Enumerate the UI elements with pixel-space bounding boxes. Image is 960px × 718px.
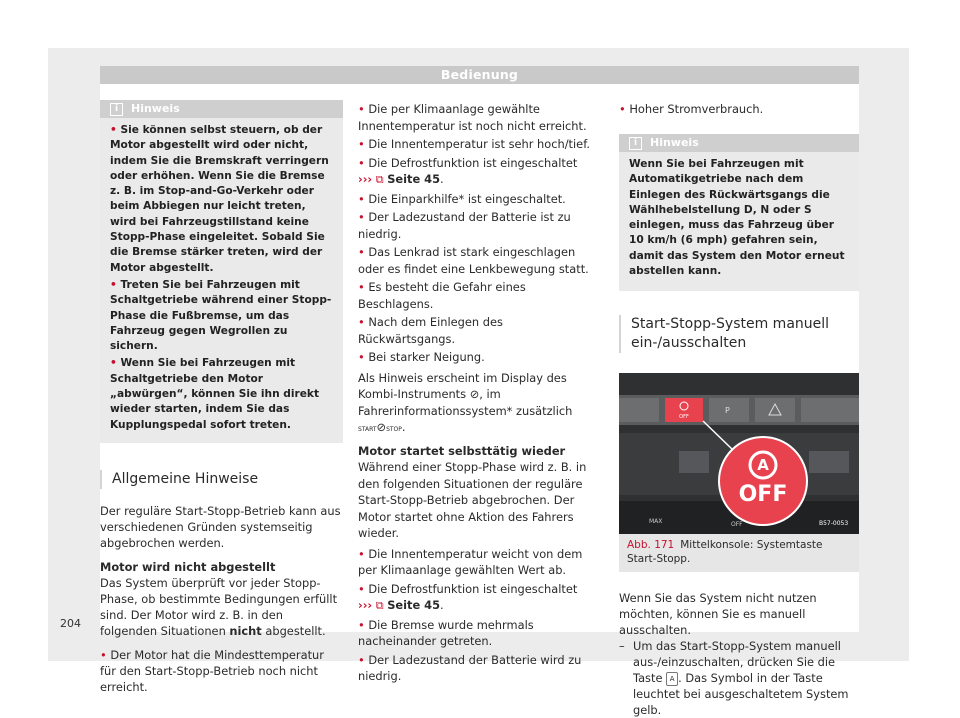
start-stop-key-icon[interactable]: A (666, 672, 678, 686)
page-link-icon: ⧉ (375, 173, 384, 186)
note-item: • Treten Sie bei Fahrzeugen mit Schaltgetriebe während einer Stopp-Phase die Fußbremse, um das Fahrzeug gegen Wegrollen zu sichern. (110, 278, 332, 353)
section-heading-start-stopp (619, 315, 859, 353)
bullet-item: • Die per Klimaanlage gewählte Innentemperatur ist noch nicht erreicht. (358, 102, 587, 133)
zoom-callout (719, 437, 807, 525)
bullet-item: • Die Innentemperatur weicht von dem per Klimaanlage gewählten Wert ab. (358, 546, 583, 577)
note-box (619, 134, 859, 291)
bullet-item: • Die Defrostfunktion ist eingeschaltet ››› ⧉ Seite 45. (358, 581, 578, 612)
caption-text: Mittelkonsole: Systemtaste Start-Stopp. (627, 539, 823, 566)
info-icon: i (110, 103, 123, 116)
svg-text:B57-0053: B57-0053 (819, 520, 849, 528)
parking-icon: P (725, 406, 730, 416)
section-title: Start-Stopp-System manuell ein-/ausschalten (631, 316, 830, 352)
page-header: Bedienung (100, 66, 859, 84)
page-number: 204 (60, 617, 81, 630)
column-1 (100, 100, 343, 695)
instruction-list (619, 638, 859, 718)
note-box (100, 100, 343, 443)
note-text: Wenn Sie bei Fahrzeugen mit Automatikgetriebe nach dem Einlegen des Rückwärtsgangs die Wählhebelstellung D, N oder S einlegen, muss das Fahrzeug über 10 km/h (6 mph) gefahren sein, damit das System den Motor erneut abstellen kann. (629, 158, 845, 278)
note-body (619, 152, 859, 291)
bullet-item: • Der Ladezustand der Batterie wird zu niedrig. (358, 652, 582, 683)
bullet-item: • Die Defrostfunktion ist eingeschaltet ››› ⧉ Seite 45. (358, 155, 578, 186)
caption-label: Abb. 171 (627, 539, 675, 552)
svg-text:A: A (757, 456, 769, 475)
section-title: Allgemeine Hinweise (112, 470, 259, 487)
display-hint-paragraph: Als Hinweis erscheint im Display des Kombi-Instruments ⊘, im Fahrerinformationssystem* zusätzlich START⊘STOP. (358, 370, 573, 434)
note-title: Hinweis (650, 136, 699, 149)
section-heading-allgemeine (100, 470, 343, 489)
bullet-item: • Die Bremse wurde mehrmals nacheinander getreten. (358, 617, 534, 648)
body-paragraph: Wenn Sie das System nicht nutzen möchten, können Sie es manuell ausschalten. (619, 591, 817, 638)
bullet-item: • Bei starker Neigung. (358, 350, 485, 364)
seat-heating-icon (679, 451, 709, 473)
start-stop-icon: ⊘ (376, 420, 387, 434)
note-item: • Sie können selbst steuern, ob der Motor abgestellt wird oder nicht, indem Sie die Bremskraft verringern oder erhöhen. Wenn Sie die Bremse z. B. im Stop-and-Go-Verkehr oder beim Abbiegen nur leicht treten, wird bei Fahrzeugstillstand keine Stopp-Phase eingeleitet. Sobald Sie die Bremse stärker treten, wird der Motor abgestellt. (110, 124, 329, 274)
start-stop-icon: ⊘ (469, 387, 480, 401)
bullet-item: • Der Ladezustand der Batterie ist zu niedrig. (358, 210, 571, 241)
page-reference[interactable]: Seite 45 (387, 598, 441, 612)
svg-text:OFF: OFF (731, 521, 743, 529)
page-link-icon: ⧉ (375, 599, 384, 612)
svg-text:OFF: OFF (679, 414, 689, 421)
bullet-item: • Die Einparkhilfe* ist eingeschaltet. (358, 191, 566, 206)
hazard-button[interactable] (755, 398, 795, 422)
bullet-item: • Nach dem Einlegen des Rückwärtsgangs. (358, 315, 503, 346)
note-header (100, 100, 343, 118)
note-title: Hinweis (131, 102, 180, 115)
bullet-item: • Hoher Stromverbrauch. (619, 102, 764, 116)
bullet-item: • Das Lenkrad ist stark eingeschlagen oder es findet eine Lenkbewegung statt. (358, 245, 589, 276)
bullet-item: • Die Innentemperatur ist sehr hoch/tief. (358, 137, 590, 151)
page-reference[interactable]: Seite 45 (387, 172, 441, 186)
column-2 (358, 101, 603, 685)
subheading: Motor startet selbsttätig wieder (358, 443, 566, 458)
svg-text:OFF: OFF (738, 482, 788, 508)
intro-paragraph: Der reguläre Start-Stopp-Betrieb kann aus verschiedenen Gründen systemseitig abgebrochen werden. (100, 503, 341, 550)
note-body (100, 118, 343, 443)
subheading: Motor wird nicht abgestellt (100, 559, 276, 574)
note-item: • Wenn Sie bei Fahrzeugen mit Schaltgetriebe den Motor „abwürgen“, können Sie ihn direkt wieder starten, indem Sie das Kupplungspedal sofort treten. (110, 357, 320, 431)
body-paragraph: Während einer Stopp-Phase wird z. B. in den folgenden Situationen der reguläre Start-Stopp-Betrieb abgebrochen. Der Motor startet ohne Aktion des Fahrers wieder. (358, 460, 587, 540)
info-icon: i (629, 137, 642, 150)
bullet-item: • Der Motor hat die Mindesttemperatur für den Start-Stopp-Betrieb noch nicht erreicht. (100, 647, 324, 694)
instruction-step: – Um das Start-Stopp-System manuell aus-/einzuschalten, drücken Sie die Taste A . Das Symbol in der Taste leuchtet bei ausgeschaltetem System gelb. (619, 638, 859, 718)
body-paragraph: Das System überprüft vor jeder Stopp-Phase, ob bestimmte Bedingungen erfüllt sind. Der Motor wird z. B. in den folgenden Situationen nicht abgestellt. (100, 575, 338, 638)
figure-caption (619, 534, 859, 572)
svg-text:MAX: MAX (649, 518, 663, 526)
note-header (619, 134, 859, 152)
column-3 (619, 101, 859, 718)
bullet-item: • Es besteht die Gefahr eines Beschlagens. (358, 280, 526, 311)
figure-console (619, 373, 859, 534)
console-illustration (619, 373, 859, 534)
